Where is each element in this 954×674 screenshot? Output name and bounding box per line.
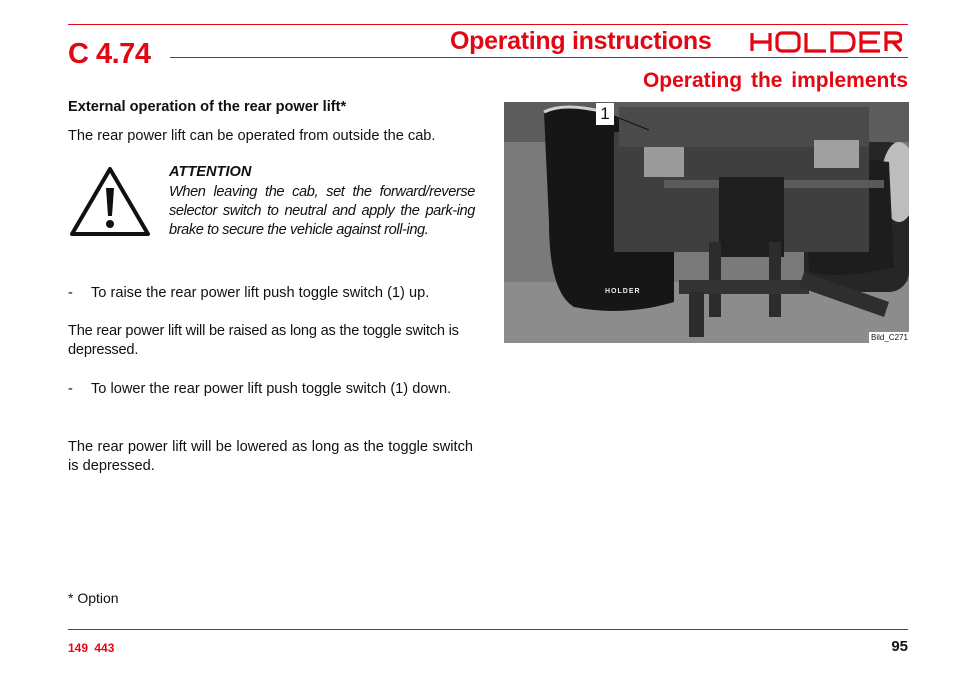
footer-rule (68, 629, 908, 630)
document-title: Operating instructions (450, 27, 712, 55)
subsection-heading: External operation of the rear power lift* (68, 99, 347, 115)
document-number: 149 443 (68, 641, 115, 655)
step-text: To lower the rear power lift push toggle switch (1) down. (91, 381, 452, 397)
lower-paragraph: The rear power lift will be lowered as long as the toggle switch is depressed. (68, 439, 473, 474)
raise-paragraph: The rear power lift will be raised as long as the toggle switch is depressed. (68, 323, 459, 358)
model-number: C 4.74 (68, 38, 151, 70)
step-dash: - (68, 381, 73, 397)
warning-icon (68, 164, 152, 243)
page-number: 95 (891, 638, 908, 655)
step-dash: - (68, 285, 73, 301)
header-top-rule (68, 24, 908, 25)
image-id-label: Bild_C271 (871, 333, 908, 342)
step-lower (68, 380, 468, 399)
attention-title: ATTENTION (169, 164, 252, 180)
intro-paragraph: The rear power lift can be operated from outside the cab. (68, 128, 436, 144)
step-text: To raise the rear power lift push toggle switch (1) up. (91, 285, 430, 301)
footnote: * Option (68, 590, 119, 606)
holder-logo (750, 30, 902, 59)
callout-label-1: 1 (596, 103, 614, 125)
attention-text: When leaving the cab, set the forward/reverse selector switch to neutral and apply the park-ing brake to secure the vehicle against roll-ing. (169, 184, 475, 238)
step-raise (68, 284, 468, 303)
rear-power-lift-photo (504, 102, 909, 343)
section-title: Operating the implements (642, 69, 908, 92)
tire-brand-label: HOLDER (605, 288, 641, 295)
